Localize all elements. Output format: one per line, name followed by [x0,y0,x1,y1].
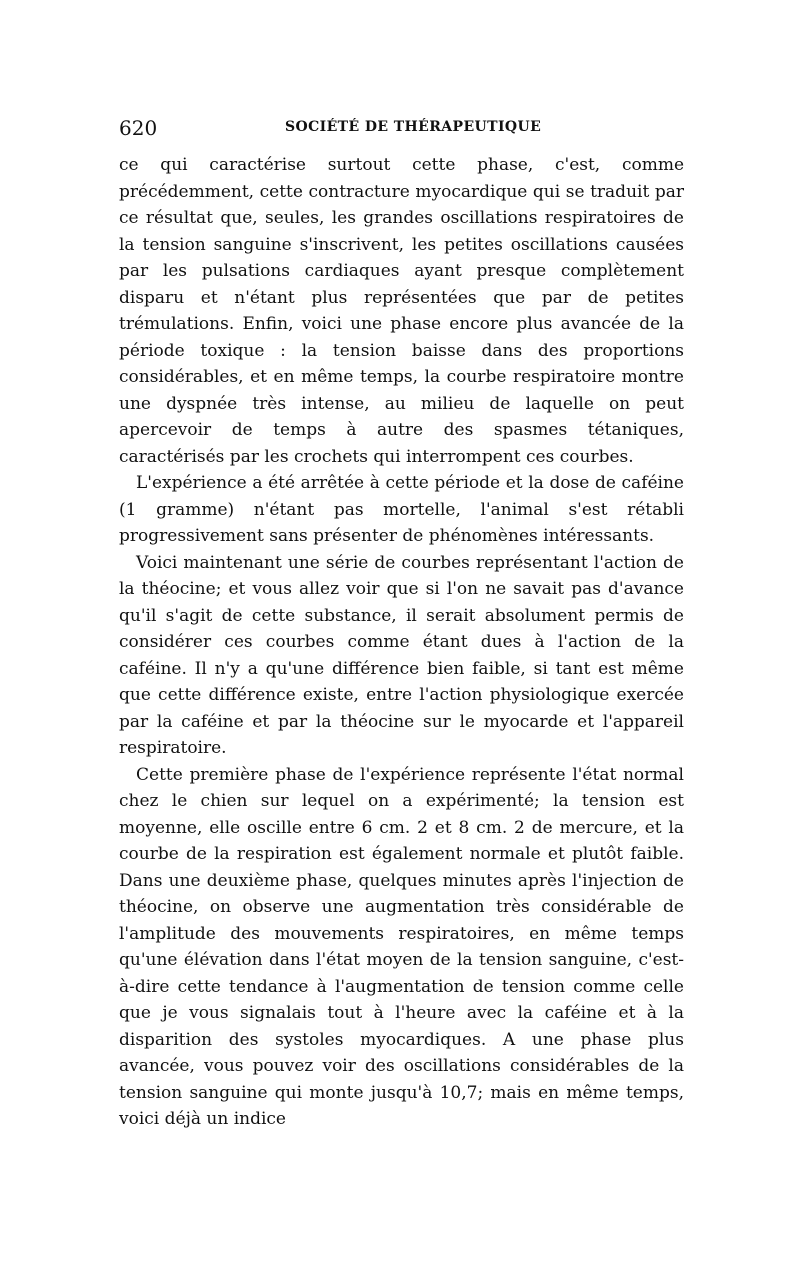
page-header [119,116,684,146]
body-text [119,152,684,1133]
paragraph-3: Voici maintenant une série de courbes représentant l'action de la théocine; et vous allez voir que si l'on ne savait pas d'avance qu'il s'agit de cette substance, il serait absolument permis de considérer ces courbes comme étant dues à l'action de la caféine. Il n'y a qu'une différence bien faible, si tant est même que cette différence existe, entre l'action physiologique exercée par la caféine et par la théocine sur le myocarde et l'appareil respiratoire. [119,552,684,758]
book-page [119,116,684,1133]
paragraph-4: Cette première phase de l'expérience représente l'état normal chez le chien sur lequel on a expérimenté; la tension est moyenne, elle oscille entre 6 cm. 2 et 8 cm. 2 de mercure, et la courbe de la respiration est également normale et plutôt faible. Dans une deuxième phase, quelques minutes après l'injection de théocine, on observe une augmentation très considérable de l'amplitude des mouvements respiratoires, en même temps qu'une élévation dans l'état moyen de la tension sanguine, c'est-à-dire cette tendance à l'augmentation de tension comme celle que je vous signalais tout à l'heure avec la caféine et à la disparition des systoles myocardiques. A une phase plus avancée, vous pouvez voir des oscillations considérables de la tension sanguine qui monte jusqu'à 10,7; mais en même temps, voici déjà un indice [119,764,684,1129]
page-number: 620 [119,116,158,140]
paragraph-1: ce qui caractérise surtout cette phase, c'est, comme précédemment, cette contracture myocardique qui se traduit par ce résultat que, seules, les grandes oscillations respiratoires de la tension sanguine s'inscrivent, les petites oscillations causées par les pulsations cardiaques ayant presque complètement disparu et n'étant plus représentées que par de petites trémulations. Enfin, voici une phase encore plus avancée de la période toxique : la tension baisse dans des proportions considérables, et en même temps, la courbe respiratoire montre une dyspnée très intense, au milieu de laquelle on peut apercevoir de temps à autre des spasmes tétaniques, caractérisés par les crochets qui interrompent ces courbes. [119,155,684,467]
paragraph-2: L'expérience a été arrêtée à cette période et la dose de caféine (1 gramme) n'étant pas mortelle, l'animal s'est rétabli progressivement sans présenter de phénomènes intéressants. [119,473,684,546]
running-title: SOCIÉTÉ DE THÉRAPEUTIQUE [285,119,542,135]
